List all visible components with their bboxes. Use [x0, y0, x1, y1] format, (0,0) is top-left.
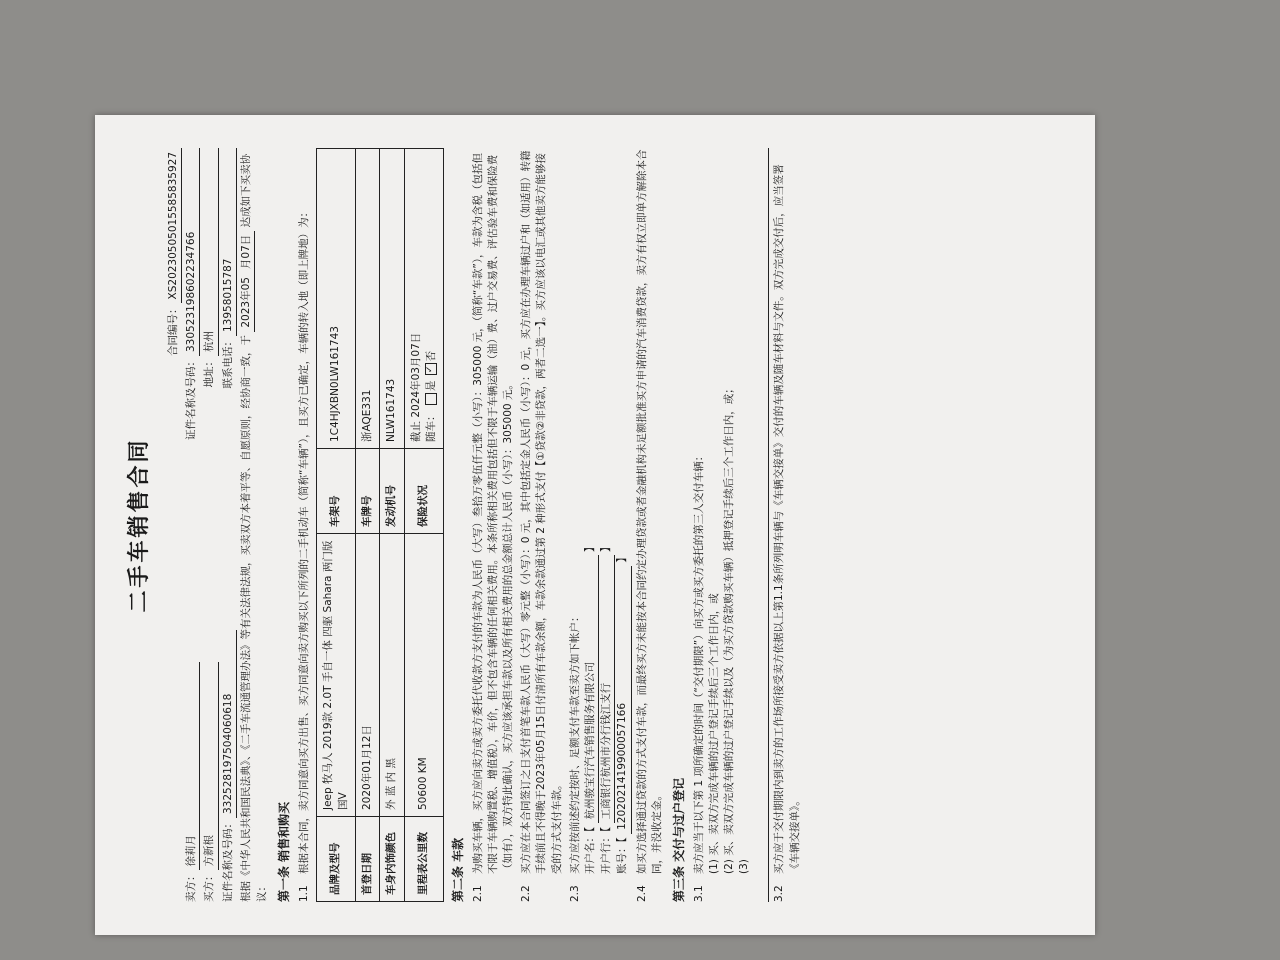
clause-number: 3.2 [773, 885, 786, 902]
reg-date-value: 2020年01月12日 [356, 534, 380, 817]
contract-number-label: 合同编号： [166, 303, 179, 356]
account-name: 杭州骏宝行汽车销售服务有限公司 [583, 555, 599, 823]
clause-number: 2.2 [520, 885, 533, 902]
agreement-year-month: 2023年05 [239, 273, 255, 332]
reg-date-key: 首登日期 [356, 817, 380, 902]
table-row [380, 149, 404, 902]
clause-3-1 [692, 148, 753, 902]
clause-text: 卖方应当于以下第 1 项所确定的时间（“交付期限”）向买方或买方委托的第三人交付车辆： [692, 450, 705, 874]
intro-tail: 达成如下买卖协议： [239, 153, 268, 902]
plate-key: 车牌号 [356, 449, 380, 534]
contract-number-row [166, 148, 182, 902]
buyer-id-label: 证件名称及号码： [221, 818, 234, 902]
buyer-name: 方新根 [202, 663, 218, 871]
account-bank: 工商银行杭州市分行钱江支行 [599, 555, 615, 823]
address: 杭州 [202, 148, 218, 356]
insurance-until-label: 截止 [409, 421, 422, 442]
brand-key: 品牌及型号 [316, 817, 355, 902]
article-1-heading: 第一条 销售和购买 [277, 801, 292, 902]
checkbox-checked-icon: ✓ [425, 363, 437, 375]
contract-page [100, 120, 1090, 930]
insurance-value [404, 149, 443, 449]
color-key: 车身内饰颜色 [380, 817, 404, 902]
insurance-until-date: 2024年03月07日 [409, 332, 422, 418]
agreement-day: 月07日 [239, 231, 255, 273]
article-3-heading: 第三条 交付与过户登记 [672, 777, 687, 902]
document-title: 二手车销售合同 [127, 437, 152, 613]
buyer-id: 332528197504060618 [221, 630, 237, 818]
clause-text: 买方应在本合同签订之日支付首笔车款人民币（大写）零元整（小写）：0 元，其中包括定金人民币（小写）：0 元，买方应在办理车辆过户和（如适用）转籍手续前且不得晚于2023年05月15日付清所有车款余额，车款余款通过第 2 种形式支付【①贷款②非贷款，两者二选一】。买方应该以电汇或其他卖方能够接受的方式支付车款。 [520, 150, 563, 874]
seller-id-label: 证件名称及号码： [185, 356, 198, 440]
contract-number: XS20230505015585835927 [166, 148, 182, 303]
account-number: 1202021419900057166 [615, 566, 631, 834]
buyer-label: 买方： [203, 870, 216, 902]
clause-text: 为购买车辆，买方应向卖方或卖方委托代收款方支付的车款为人民币（大写）叁拾万零伍仟元整（小写）：305000 元，（简称“车款”），车款为含税（包括但不限于车辆购置税、增值税），车价，但不包含车辆的任何相关费用。本条所称相关费用包括但不限于车辆运输（油）费、过户交易费、评估验车费和保险费（如有），双方特此确认，买方应该承担车款以及所有相关费用的总金额总计人民币（小写）：305000 元。 [471, 152, 514, 874]
vehicle-info-table [316, 148, 444, 902]
seller-label: 卖方： [185, 870, 198, 902]
clause-2-1 [471, 148, 517, 902]
insurance-with-car-label: 随车： [424, 410, 437, 442]
clause-number: 2.4 [635, 885, 648, 902]
clause-2-4 [635, 148, 665, 902]
account-bank-label: 开户行： [600, 832, 613, 874]
intro-text: 根据《中华人民共和国民法典》、《二手车流通管理办法》等有关法律法规，买卖双方本着平等、自愿原则，经协商一致，于 [239, 335, 252, 902]
vin-value: 1C4HJXBN0LW161743 [316, 149, 355, 449]
phone-label: 联系电话： [221, 336, 234, 389]
clause-text: 买方应于交付期限内到卖方的工作场所接受卖方依据以上第1.1条所列明车辆与《车辆交接单》交付的车辆及随车材料与文件。双方完成交付后，应当签署《车辆交接单》。 [773, 164, 801, 874]
clause-1-1 [297, 148, 312, 902]
engine-key: 发动机号 [380, 449, 404, 534]
phone: 13958015787 [221, 148, 237, 336]
engine-value: NLW161743 [380, 149, 404, 449]
buyer-id-row [221, 148, 237, 902]
color-value: 外 蓝 内 黑 [380, 534, 404, 817]
seller-id: 330523198602234766 [184, 148, 200, 356]
clause-text: 买方应按前述约定按时、足额支付车款至卖方如下帐户： [568, 611, 581, 874]
clause-text: 如买方选择通过贷款的方式支付车款，而最终买方未能按本合同约定办理贷款或者金融机构未足额批准买方申请的汽车消费贷款，卖方有权立即单方解除本合同，并没收定金。 [635, 149, 663, 874]
clause-3-2 [772, 148, 802, 902]
address-label: 地址： [203, 356, 216, 388]
insurance-yes-label: 是 [424, 380, 437, 392]
checkbox-empty-icon [425, 393, 437, 405]
account-number-label: 账号： [616, 842, 629, 874]
intro-paragraph [239, 148, 270, 902]
insurance-key: 保险状况 [404, 449, 443, 534]
brand-value: Jeep 牧马人 2019款 2.0T 手自一体 四驱 Sahara 两门版国V [316, 534, 355, 817]
table-row [404, 149, 443, 902]
table-row [356, 149, 380, 902]
clause-number: 3.1 [692, 885, 705, 902]
clause-text: 根据本合同，卖方同意向买方出售、买方同意向卖方购买以下所列的二手机动车（简称“车辆”），且买方已确定，车辆的转入地（即上牌地）为： [297, 206, 310, 874]
clause-option-3: (3) [738, 859, 751, 874]
seller-row [184, 148, 200, 902]
mileage-value: 50600 KM [404, 534, 443, 817]
clause-2-2 [519, 148, 565, 902]
mileage-key: 里程表公里数 [404, 817, 443, 902]
clause-number: 2.1 [471, 885, 484, 902]
clause-2-3: 2.3 买方应按前述约定按时、足额支付车款至卖方如下帐户： 开户名：【 杭州骏宝行汽车销售服务有限公司 】 开户行：【 工商银行杭州市分行钱江支行 】 账号：【 1202021419900057166 】 [568, 148, 632, 902]
buyer-row [202, 148, 218, 902]
vin-key: 车架号 [316, 449, 355, 534]
clause-number: 2.3 [568, 885, 581, 902]
plate-value: 浙AQE331 [356, 149, 380, 449]
account-name-label: 开户名： [584, 832, 597, 874]
seller-name: 徐莉月 [184, 663, 200, 871]
table-row [316, 149, 355, 902]
document-paper [95, 115, 1095, 935]
divider [768, 148, 769, 902]
insurance-no-label: 否 [424, 350, 437, 362]
clause-number: 1.1 [297, 885, 310, 902]
clause-option-2: (2) 买、卖双方完成车辆的过户登记手续以及（为买方贷款购买车辆）抵押登记手续后三个工作日内，或； [722, 383, 735, 874]
article-2-heading: 第二条 车款 [451, 837, 466, 902]
clause-option-1: (1) 买、卖双方完成车辆的过户登记手续后三个工作日内，或 [707, 593, 720, 874]
